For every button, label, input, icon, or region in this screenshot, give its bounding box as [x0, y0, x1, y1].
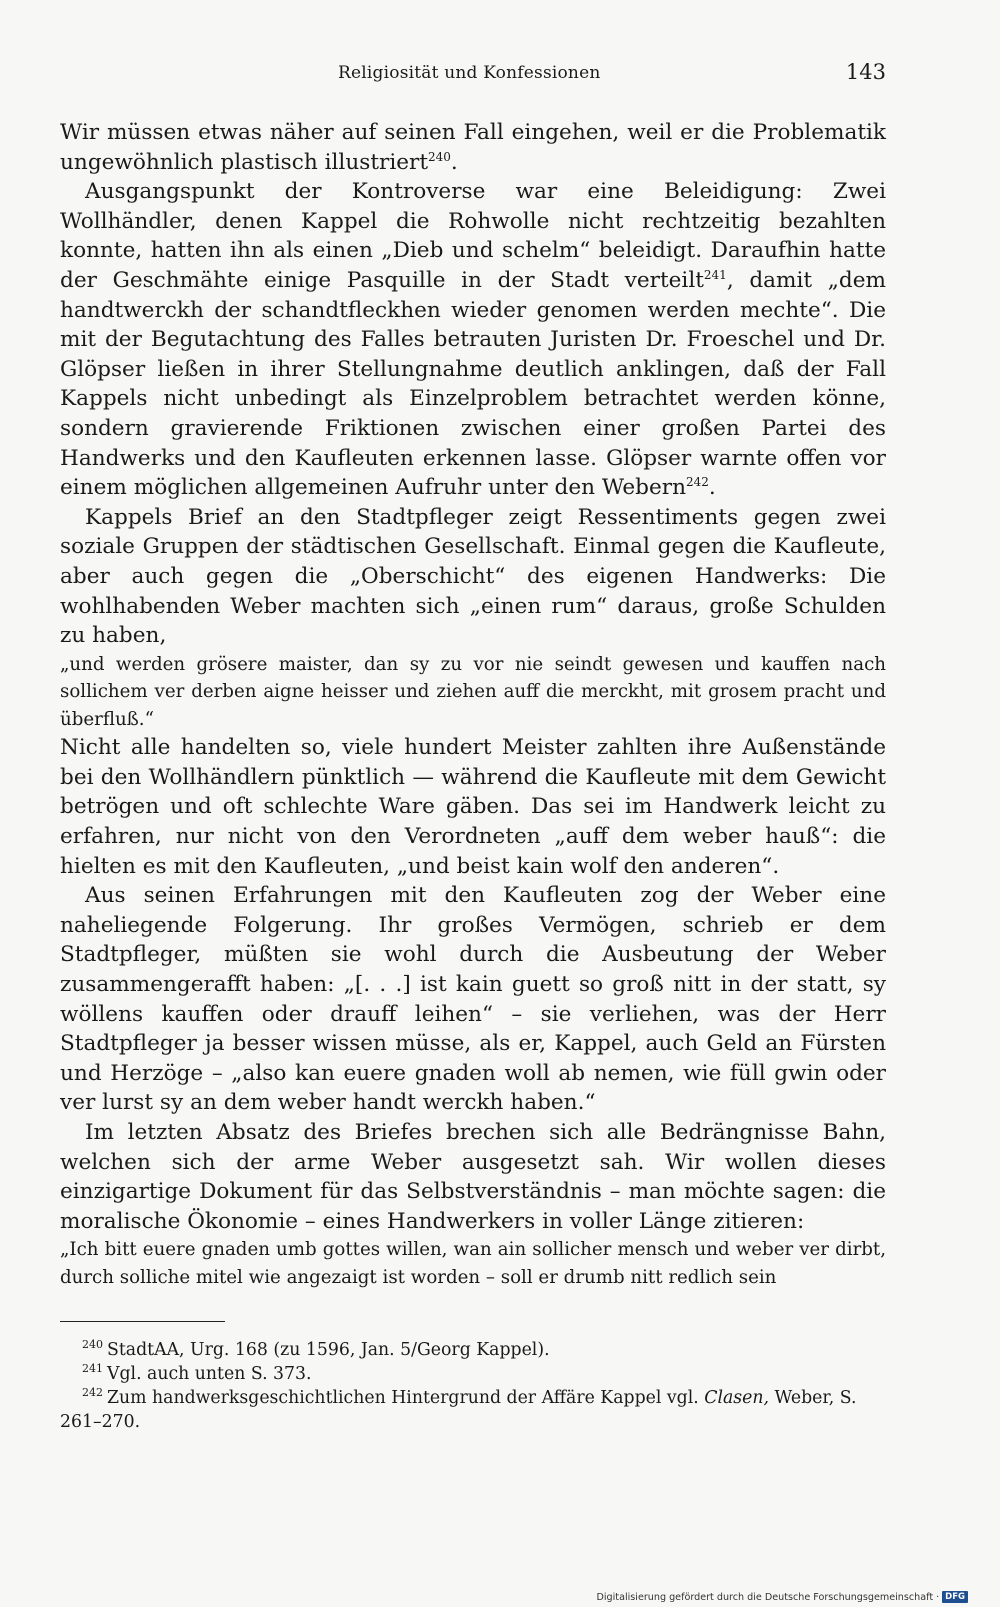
- block-quote-1: „und werden grösere maister, dan sy zu vor nie seindt gewesen und kauffen nach sollichem ver derben aigne heisser und ziehen auff die merckht, mit grosem pracht und überfluß.“: [60, 653, 886, 730]
- page-number: 143: [845, 60, 886, 84]
- footnotes: [60, 1338, 886, 1434]
- main-text: [60, 118, 886, 1291]
- footnote-ref-241[interactable]: 241: [703, 267, 727, 282]
- dfg-logo-icon: DFG: [942, 1591, 968, 1603]
- paragraph-3: Kappels Brief an den Stadtpfleger zeigt Ressentiments gegen zwei soziale Gruppen der städtischen Gesellschaft. Einmal gegen die Kaufleute, aber auch gegen die „Oberschicht“ des eigenen Handwerks: Die wohlhabenden Weber machten sich „einen rum“ daraus, große Schulden zu haben,: [60, 504, 886, 649]
- credit-text: Digitalisierung gefördert durch die Deutsche Forschungsgemeinschaft: [596, 1591, 934, 1603]
- running-header: [60, 60, 886, 89]
- paragraph-1: Wir müssen etwas näher auf seinen Fall eingehen, weil er die Problematik ungewöhnlich plastisch illustriert$^{240}$.: [60, 120, 886, 175]
- running-title: Religiosität und Konfessionen: [338, 63, 601, 83]
- paragraph-5: Aus seinen Erfahrungen mit den Kaufleuten zog der Weber eine naheliegende Folgerung. Ihr großes Vermögen, schrieb er dem Stadtpfleger, müßten sie wohl durch die Ausbeutung der Weber zusammengerafft haben: „[. . .] ist kain guett so groß nitt in der statt, sy wöllens kauffen oder drauff leihen“ – sie verliehen, was der Herr Stadtpfleger ja besser wissen müsse, als er, Kappel, auch Geld an Fürsten und Herzöge – „also kan euere gnaden woll ab nemen, wie füll gwin oder ver lurst sy an dem weber handt werckh haben.“: [60, 883, 886, 1116]
- paragraph-6: Im letzten Absatz des Briefes brechen sich alle Bedrängnisse Bahn, welchen sich der arme Weber ausgesetzt sah. Wir wollen dieses einzigartige Dokument für das Selbstverständnis – man möchte sagen: die moralische Ökonomie – eines Handwerkers in voller Länge zitieren:: [60, 1119, 886, 1234]
- footnote-242: $^{242}$ Zum handwerksgeschichtlichen Hintergrund der Affäre Kappel vgl. Clasen, Weber, S. 261–270.: [60, 1386, 857, 1432]
- footnote-ref-242[interactable]: 242: [685, 474, 709, 489]
- paragraph-2: Ausgangspunkt der Kontroverse war eine Beleidigung: Zwei Wollhändler, denen Kappel die Rohwolle nicht rechtzeitig bezahlten konnte, hatten ihn als einen „Dieb und schelm“ beleidigt. Daraufhin hatte der Geschmähte einige Pasquille in der Stadt verteilt$^{241}$, damit „dem handtwerckh der schandtfleckhen wieder genomen werden mechte“. Die mit der Begutachtung des Falles betrauten Juristen Dr. Froeschel und Dr. Glöpser ließen in ihrer Stellungnahme deutlich anklingen, daß der Fall Kappels nicht unbedingt als Einzelproblem betrachtet werden könne, sondern gravierende Friktionen zwischen einer großen Partei des Handwerks und den Kaufleuten erkennen lasse. Glöpser warnte offen vor einem möglichen allgemeinen Aufruhr unter den Webern$^{242}$.: [60, 179, 886, 501]
- footnote-separator: [60, 1321, 225, 1322]
- footnote-240: $^{240}$ StadtAA, Urg. 168 (zu 1596, Jan. 5/Georg Kappel).: [82, 1338, 550, 1360]
- digitization-credit: Digitalisierung gefördert durch die Deutsche Forschungsgemeinschaft · DFG: [597, 1591, 969, 1603]
- paragraph-4: Nicht alle handelten so, viele hundert Meister zahlten ihre Außenstände bei den Wollhändlern pünktlich — während die Kaufleute mit dem Gewicht betrögen und oft schlechte Ware gäben. Das sei im Handwerk leicht zu erfahren, nur nicht von den Verordneten „auff dem weber hauß“: die hielten es mit den Kaufleuten, „und beist kain wolf den anderen“.: [60, 735, 886, 879]
- footnote-241: $^{241}$ Vgl. auch unten S. 373.: [82, 1362, 312, 1384]
- block-quote-2: „Ich bitt euere gnaden umb gottes willen, wan ain sollicher mensch und weber ver dirbt, durch solliche mitel wie angezaigt ist worden – soll er drumb nitt redlich sein: [60, 1239, 886, 1288]
- footnote-ref-240[interactable]: 240: [428, 149, 451, 164]
